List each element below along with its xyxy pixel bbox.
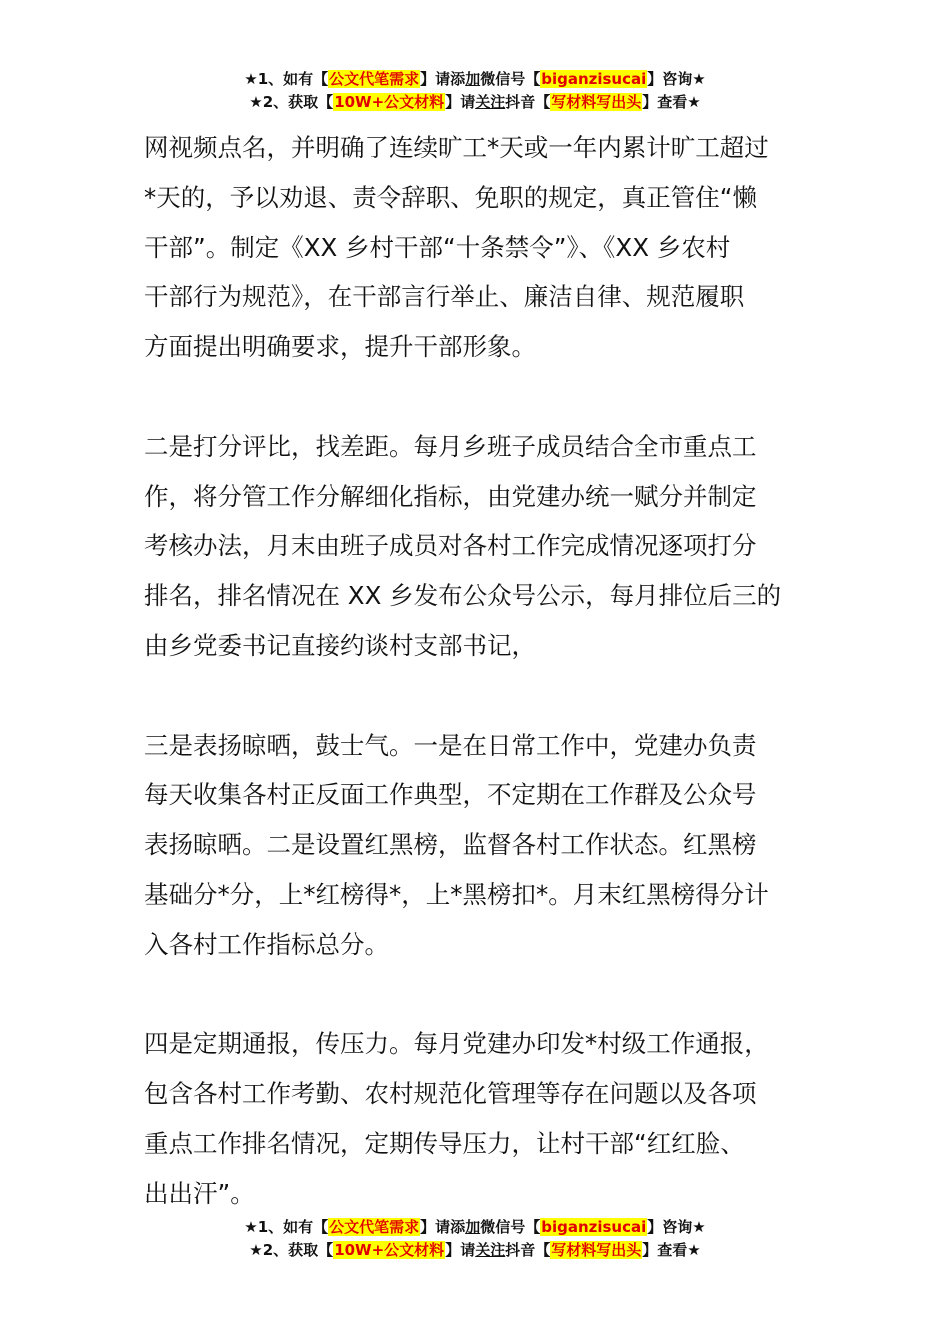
banner-text: 】查看★ xyxy=(642,1241,701,1259)
banner-highlight: 10W+公文材料 xyxy=(334,93,445,111)
document-body xyxy=(144,123,812,1219)
banner-emphasis: 关注 xyxy=(475,93,506,111)
banner-line-1 xyxy=(0,1216,950,1239)
banner-highlight: 公文代笔需求 xyxy=(329,1218,420,1236)
banner-text: ★1、如有【 xyxy=(244,70,329,88)
paragraph-spacer xyxy=(144,671,812,721)
banner-text: 】请添 xyxy=(420,70,466,88)
banner-highlight: 写材料写出头 xyxy=(551,1241,642,1259)
banner-text: ★2、获取【 xyxy=(249,1241,334,1259)
banner-text: 】咨询★ xyxy=(647,1218,706,1236)
banner-highlight: 10W+公文材料 xyxy=(334,1241,445,1259)
body-paragraph: 二是打分评比，找差距。每月乡班子成员结合全市重点工 作，将分管工作分解细化指标，由党建办统一赋分并制定 考核办法，月末由班子成员对各村工作完成情况逐项打分 排名，排名情况在 XX 乡发布公众号公示，每月排位后三的 由乡党委书记直接约谈村支部书记， xyxy=(144,431,782,660)
banner-highlight: 公文代笔需求 xyxy=(329,70,420,88)
banner-highlight: biganzisucai xyxy=(541,70,647,88)
banner-highlight: 写材料写出头 xyxy=(551,93,642,111)
banner-text: 抖音【 xyxy=(505,1241,551,1259)
banner-text: 微信号【 xyxy=(480,70,541,88)
banner-text: 】咨询★ xyxy=(647,70,706,88)
banner-text: 】请添 xyxy=(420,1218,466,1236)
body-paragraph: 四是定期通报，传压力。每月党建办印发*村级工作通报， 包含各村工作考勤、农村规范化管理等存在问题以及各项 重点工作排名情况，定期传导压力，让村干部“红红脸、 出出汗”。 xyxy=(144,1029,769,1208)
banner-line-2 xyxy=(0,91,950,114)
banner-emphasis: 关注 xyxy=(475,1241,506,1259)
paragraph-spacer xyxy=(144,970,812,1020)
banner-line-1 xyxy=(0,68,950,91)
banner-text: 微信号【 xyxy=(480,1218,541,1236)
banner-text: 】请 xyxy=(445,93,476,111)
banner-text: 抖音【 xyxy=(505,93,551,111)
banner-emphasis: 加 xyxy=(465,70,481,88)
banner-emphasis: 加 xyxy=(465,1218,481,1236)
banner-text: ★1、如有【 xyxy=(244,1218,329,1236)
header-banner xyxy=(0,68,950,114)
banner-highlight: biganzisucai xyxy=(541,1218,647,1236)
banner-line-2 xyxy=(0,1239,950,1262)
banner-text: 】请 xyxy=(445,1241,476,1259)
banner-text: ★2、获取【 xyxy=(249,93,334,111)
footer-banner xyxy=(0,1216,950,1262)
banner-text: 】查看★ xyxy=(642,93,701,111)
body-paragraph: 网视频点名，并明确了连续旷工*天或一年内累计旷工超过 *天的，予以劝退、责令辞职、免职的规定，真正管住“懒 干部”。制定《XX 乡村干部“十条禁令”》、《XX 乡农村 干部行为规范》，在干部言行举止、廉洁自律、规范履职 方面提出明确要求，提升干部形象。 xyxy=(144,133,769,362)
paragraph-spacer xyxy=(144,372,812,422)
body-paragraph: 三是表扬晾晒，鼓士气。一是在日常工作中，党建办负责 每天收集各村正反面工作典型，不定期在工作群及公众号 表扬晾晒。二是设置红黑榜，监督各村工作状态。红黑榜 基础分*分，上*红榜得*，上*黑榜扣*。月末红黑榜得分计 入各村工作指标总分。 xyxy=(144,730,769,959)
